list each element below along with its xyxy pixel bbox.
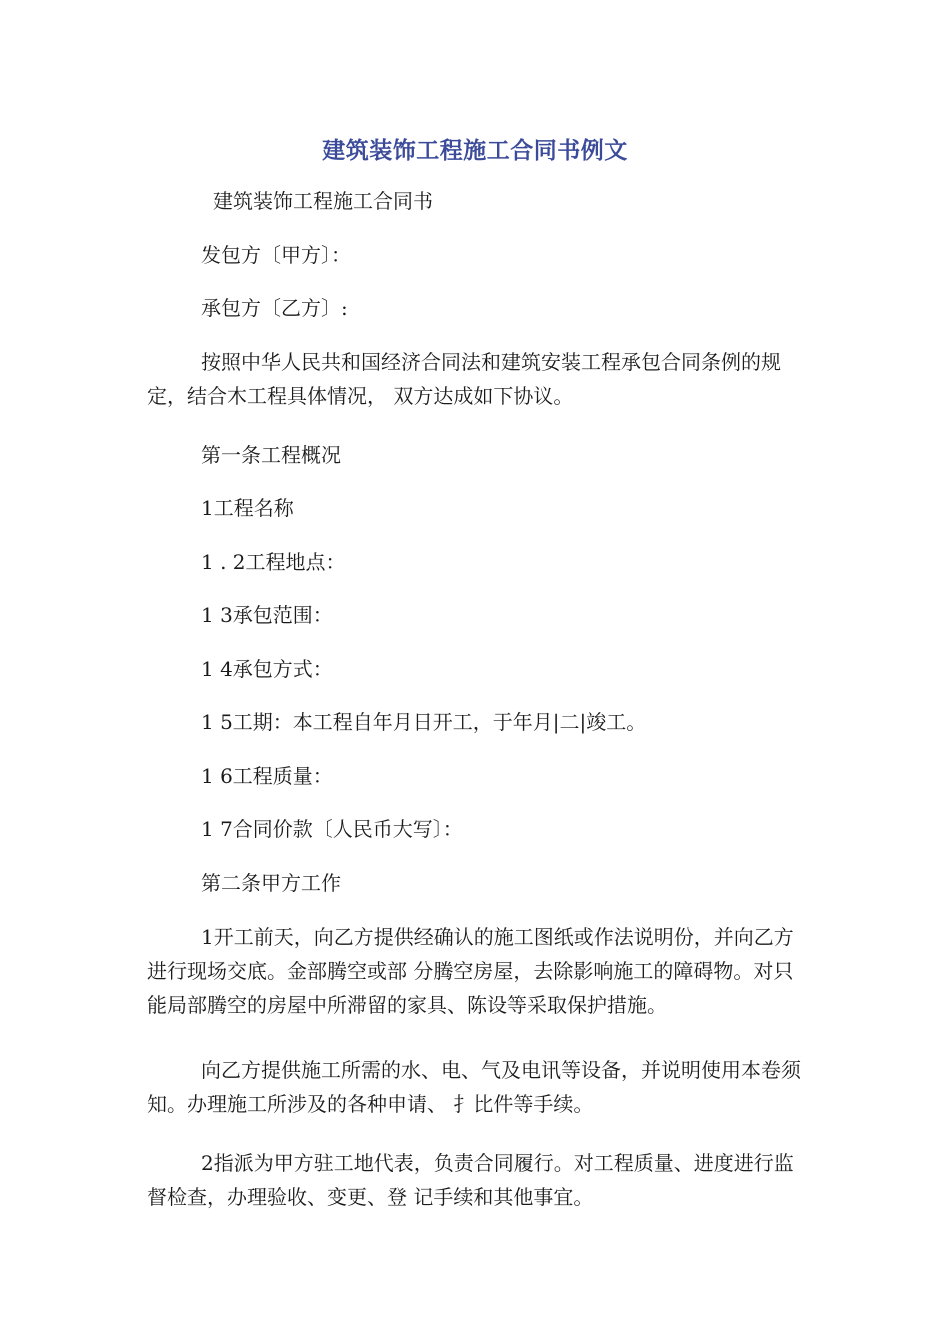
clause-1-4: 1 4承包方式：: [201, 657, 333, 681]
section-heading-2: 第二条甲方工作: [201, 871, 341, 895]
clause-2-1-continued: 向乙方提供施工所需的水、电、气及电讯等设备，并说明使用本卷须知。办理施工所涉及的各种申请、 扌比件等手续。: [147, 1058, 801, 1116]
clause-1-6: 1 6工程质量：: [201, 764, 333, 788]
clause-1-5: 1 5工期：本工程自年月日开工，于年月|二|竣工。: [201, 710, 647, 734]
document-title: 建筑装饰工程施工合同书例文: [322, 138, 628, 164]
paragraph-party-a: 发包方〔甲方〕：: [201, 243, 351, 267]
clause-1-1: 1工程名称: [201, 496, 294, 520]
clause-1-3: 1 3承包范围：: [201, 603, 333, 627]
contract-subtitle: 建筑装饰工程施工合同书: [213, 189, 433, 213]
clause-1-2: 1 . 2工程地点：: [201, 550, 346, 574]
clause-2-1: 1开工前天，向乙方提供经确认的施工图纸或作法说明份，并向乙方进行现场交底。金部腾空或部 分腾空房屋，去除影响施工的障碍物。对只能局部腾空的房屋中所滞留的家具、陈设等采取保护措施。: [147, 925, 794, 1017]
paragraph-preamble: 按照中华人民共和国经济合同法和建筑安装工程承包合同条例的规定，结合木工程具体情况， 双方达成如下协议。: [147, 350, 781, 408]
section-heading-1: 第一条工程概况: [201, 443, 341, 467]
clause-2-2: 2指派为甲方驻工地代表，负责合同履行。对工程质量、进度进行监督检查，办理验收、变更、登 记手续和其他事宜。: [147, 1151, 794, 1209]
paragraph-party-b: 承包方〔乙方〕:: [201, 296, 348, 320]
clause-1-7: 1 7合同价款〔人民币大写〕：: [201, 817, 463, 841]
